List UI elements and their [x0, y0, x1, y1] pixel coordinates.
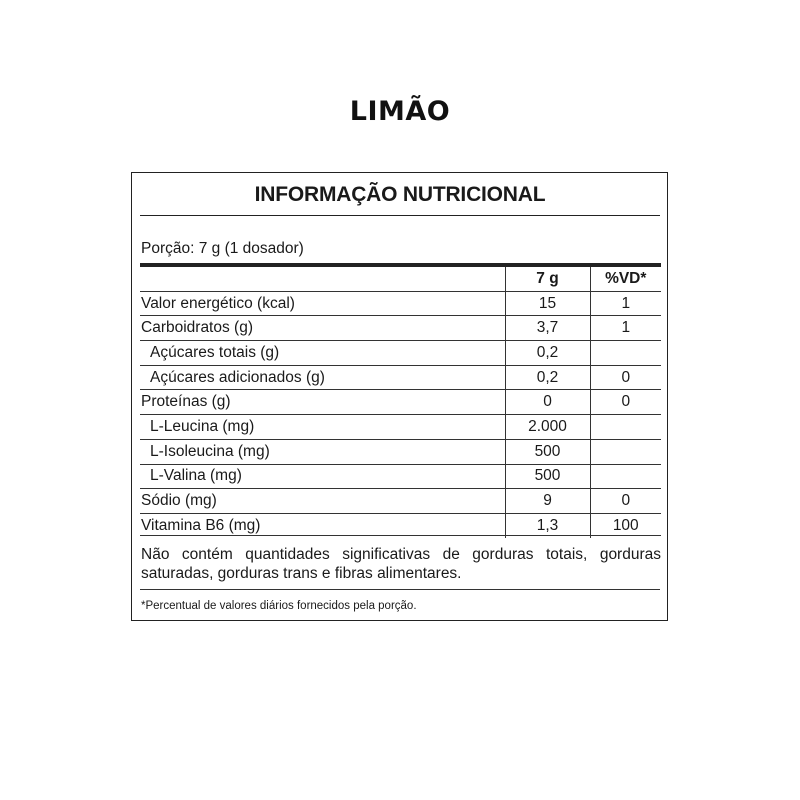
nutrient-daily-value: 100 [590, 513, 661, 537]
nutrition-table [140, 267, 661, 538]
nutrient-name: L-Leucina (mg) [140, 415, 505, 440]
divider-thin [140, 589, 660, 590]
table-row [140, 365, 661, 390]
nutrient-name: Açúcares totais (g) [140, 341, 505, 366]
divider-thin [140, 535, 661, 536]
table-row [140, 291, 661, 316]
nutrient-daily-value [590, 439, 661, 464]
divider-thin [140, 215, 660, 216]
nutrient-quantity: 15 [505, 291, 590, 316]
daily-value-footnote: *Percentual de valores diários fornecidos pela porção. [141, 600, 417, 612]
nutrient-quantity: 9 [505, 489, 590, 514]
nutrient-name: Sódio (mg) [140, 489, 505, 514]
nutrient-quantity: 0,2 [505, 365, 590, 390]
nutrition-facts-panel [131, 172, 668, 621]
table-row [140, 341, 661, 366]
footer-note: Não contém quantidades significativas de gorduras totais, gorduras saturadas, gorduras trans e fibras alimentares. [141, 546, 661, 582]
nutrient-quantity: 1,3 [505, 513, 590, 537]
nutrient-daily-value [590, 341, 661, 366]
nutrient-name: Vitamina B6 (mg) [141, 516, 261, 534]
nutrient-name: L-Valina (mg) [140, 464, 505, 489]
serving-size: Porção: 7 g (1 dosador) [141, 240, 304, 257]
table-row [140, 464, 661, 489]
table-row [140, 390, 661, 415]
table-row [140, 316, 661, 341]
panel-heading: INFORMAÇÃO NUTRICIONAL [254, 183, 546, 206]
table-row [140, 513, 661, 537]
nutrient-quantity: 2.000 [505, 415, 590, 440]
nutrient-name: L-Isoleucina (mg) [140, 439, 505, 464]
nutrient-quantity: 0,2 [505, 341, 590, 366]
table-row [140, 489, 661, 514]
nutrient-name: Açúcares adicionados (g) [140, 365, 505, 390]
table-row [140, 415, 661, 440]
nutrient-daily-value: 0 [590, 489, 661, 514]
table-header-row [140, 267, 661, 291]
nutrient-daily-value: 0 [590, 390, 661, 415]
nutrient-name: Valor energético (kcal) [140, 291, 505, 316]
nutrient-quantity: 3,7 [505, 316, 590, 341]
column-header-nutrient [140, 267, 505, 291]
column-header-quantity: 7 g [505, 267, 590, 291]
product-title: LIMÃO [349, 96, 451, 127]
nutrient-quantity: 500 [505, 439, 590, 464]
nutrient-daily-value: 1 [590, 316, 661, 341]
column-header-daily-value: %VD* [590, 267, 661, 291]
nutrient-daily-value: 1 [590, 291, 661, 316]
nutrient-quantity: 500 [505, 464, 590, 489]
nutrient-daily-value [590, 464, 661, 489]
nutrient-quantity: 0 [505, 390, 590, 415]
nutrient-name: Proteínas (g) [140, 390, 505, 415]
nutrient-daily-value: 0 [590, 365, 661, 390]
nutrient-name: Carboidratos (g) [140, 316, 505, 341]
table-row [140, 439, 661, 464]
nutrient-daily-value [590, 415, 661, 440]
